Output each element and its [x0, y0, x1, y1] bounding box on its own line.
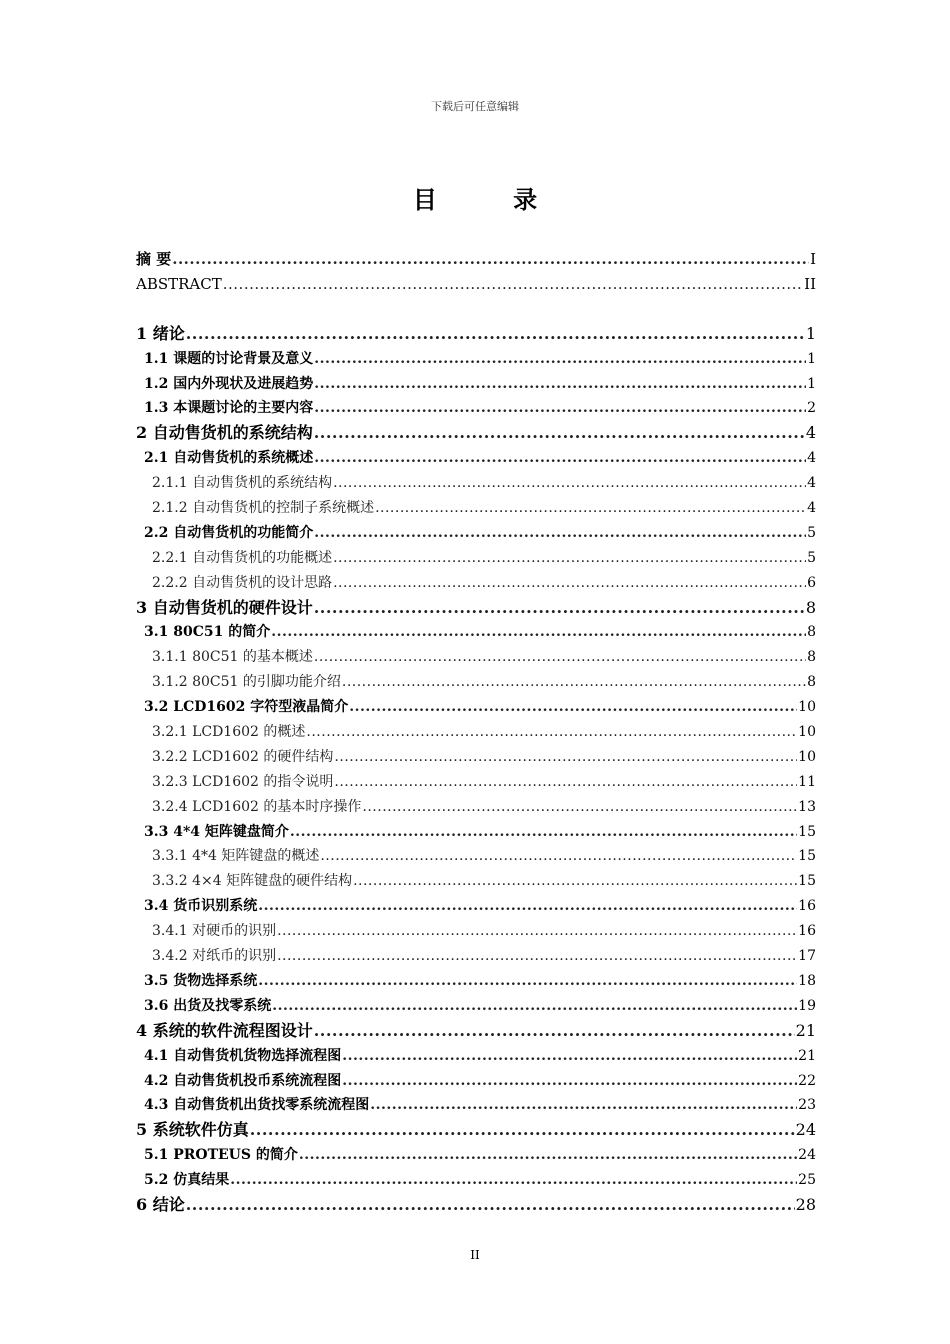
toc-entry-page-number: 21 — [798, 1047, 816, 1064]
toc-dot-leader — [258, 969, 797, 994]
toc-dot-leader — [314, 645, 806, 670]
toc-dot-leader — [230, 1168, 797, 1193]
toc-dot-leader — [375, 496, 806, 521]
toc-entry-page-number: 4 — [807, 500, 816, 517]
toc-entry[interactable] — [136, 844, 816, 869]
toc-dot-leader — [272, 994, 797, 1019]
toc-dot-leader — [299, 1143, 797, 1168]
toc-entry[interactable] — [136, 322, 816, 347]
toc-entry-label: 3.1.2 80C51 的引脚功能介绍 — [152, 674, 341, 691]
toc-entry[interactable] — [136, 894, 816, 919]
toc-entry-label: 2.2.1 自动售货机的功能概述 — [152, 549, 333, 566]
toc-entry-page-number: 10 — [798, 699, 816, 716]
toc-entry-label: 4.3 自动售货机出货找零系统流程图 — [144, 1097, 370, 1114]
toc-entry-page-number: 22 — [798, 1072, 816, 1089]
toc-dot-leader — [349, 695, 797, 720]
toc-entry-label: 4.1 自动售货机货物选择流程图 — [144, 1047, 342, 1064]
toc-entry-page-number: 1 — [805, 323, 816, 343]
toc-entry-page-number: 13 — [798, 798, 816, 815]
toc-entry-label: 3.4.2 对纸币的识别 — [152, 948, 277, 965]
toc-dot-leader — [277, 919, 797, 944]
toc-entry[interactable] — [136, 1168, 816, 1193]
toc-entry-page-number: 4 — [805, 423, 816, 443]
toc-entry-page-number: 24 — [795, 1120, 816, 1140]
toc-entry[interactable] — [136, 820, 816, 845]
toc-entry-label: 3.6 出货及找零系统 — [144, 997, 272, 1014]
toc-dot-leader — [320, 844, 797, 869]
toc-dot-leader — [186, 1193, 795, 1218]
toc-dot-leader — [306, 720, 797, 745]
toc-entry-page-number: 8 — [805, 597, 816, 617]
toc-entry-page-number: 10 — [798, 748, 816, 765]
toc-entry-label: 2.1.2 自动售货机的控制子系统概述 — [152, 500, 375, 517]
toc-entry-label: 5.2 仿真结果 — [144, 1172, 230, 1189]
toc-entry-page-number: 8 — [807, 649, 816, 666]
toc-entry-label: 3.2.1 LCD1602 的概述 — [152, 724, 306, 741]
toc-entry-label: 3.4 货币识别系统 — [144, 898, 258, 915]
table-of-contents — [136, 247, 816, 1218]
toc-dot-leader — [342, 670, 806, 695]
toc-entry-page-number: 6 — [807, 574, 816, 591]
toc-entry-page-number: 23 — [798, 1097, 816, 1114]
toc-dot-leader — [314, 446, 806, 471]
toc-entry-label: 4 系统的软件流程图设计 — [136, 1020, 313, 1040]
toc-entry-label: 4.2 自动售货机投币系统流程图 — [144, 1072, 342, 1089]
toc-dot-leader — [333, 571, 806, 596]
toc-entry-label: 6 结论 — [136, 1194, 185, 1214]
toc-entry-page-number: 25 — [798, 1172, 816, 1189]
toc-entry-page-number: 5 — [807, 524, 816, 541]
toc-entry-page-number: 21 — [795, 1020, 816, 1040]
toc-entry-label: 5.1 PROTEUS 的简介 — [144, 1147, 298, 1164]
toc-entry[interactable] — [136, 969, 816, 994]
toc-entry[interactable] — [136, 1143, 816, 1168]
toc-entry-label: 3.2 LCD1602 字符型液晶简介 — [144, 699, 349, 716]
toc-dot-leader — [333, 471, 806, 496]
toc-entry-page-number: 28 — [795, 1194, 816, 1214]
toc-entry[interactable] — [136, 795, 816, 820]
toc-entry-page-number: 2 — [807, 400, 816, 417]
toc-entry-page-number: 15 — [798, 873, 816, 890]
toc-entry-page-number: 17 — [798, 948, 816, 965]
toc-entry-page-number: II — [804, 274, 816, 293]
toc-entry[interactable] — [136, 496, 816, 521]
toc-entry-page-number: 4 — [807, 450, 816, 467]
toc-entry[interactable] — [136, 396, 816, 421]
toc-entry-page-number: 18 — [798, 972, 816, 989]
toc-entry[interactable] — [136, 446, 816, 471]
toc-entry[interactable] — [136, 720, 816, 745]
toc-dot-leader — [314, 421, 805, 446]
toc-entry-label: 2.1 自动售货机的系统概述 — [144, 450, 314, 467]
toc-entry[interactable] — [136, 372, 816, 397]
toc-entry[interactable] — [136, 546, 816, 571]
toc-spacer — [136, 297, 816, 322]
toc-entry-label: 摘 要 — [136, 250, 172, 268]
toc-dot-leader — [250, 1118, 795, 1143]
toc-dot-leader — [314, 521, 806, 546]
toc-entry[interactable] — [136, 1093, 816, 1118]
page-header-note: 下载后可任意编辑 — [431, 100, 519, 113]
toc-dot-leader — [314, 396, 806, 421]
toc-entry-label: 2 自动售货机的系统结构 — [136, 423, 313, 443]
toc-entry-page-number: 16 — [798, 898, 816, 915]
toc-entry[interactable] — [136, 1118, 816, 1143]
toc-entry-page-number: 15 — [798, 848, 816, 865]
toc-entry[interactable] — [136, 272, 816, 297]
toc-entry-page-number: 1 — [807, 375, 816, 392]
toc-entry[interactable] — [136, 620, 816, 645]
toc-dot-leader — [342, 1069, 797, 1094]
toc-entry-label: 3.3.1 4*4 矩阵键盘的概述 — [152, 848, 320, 865]
page-title: 目 录 — [412, 185, 572, 214]
toc-entry-label: 1 绪论 — [136, 323, 185, 343]
toc-entry-label: 1.2 国内外现状及进展趋势 — [144, 375, 314, 392]
toc-entry-label: 3.4.1 对硬币的识别 — [152, 923, 277, 940]
toc-entry[interactable] — [136, 770, 816, 795]
toc-entry[interactable] — [136, 1193, 816, 1218]
toc-entry-label: 3.5 货物选择系统 — [144, 972, 258, 989]
toc-entry[interactable] — [136, 471, 816, 496]
toc-entry-page-number: 8 — [807, 674, 816, 691]
toc-entry[interactable] — [136, 670, 816, 695]
toc-entry-label: 5 系统软件仿真 — [136, 1120, 249, 1140]
toc-dot-leader — [333, 546, 806, 571]
toc-entry-label: 1.1 课题的讨论背景及意义 — [144, 350, 314, 367]
toc-entry[interactable] — [136, 745, 816, 770]
toc-dot-leader — [223, 272, 803, 297]
toc-entry[interactable] — [136, 994, 816, 1019]
toc-entry[interactable] — [136, 869, 816, 894]
toc-entry[interactable] — [136, 1044, 816, 1069]
toc-entry[interactable] — [136, 596, 816, 621]
toc-entry-page-number: 24 — [798, 1147, 816, 1164]
toc-entry[interactable] — [136, 247, 816, 272]
toc-dot-leader — [314, 596, 805, 621]
toc-entry-page-number: 10 — [798, 724, 816, 741]
toc-entry-page-number: 19 — [798, 997, 816, 1014]
toc-entry[interactable] — [136, 645, 816, 670]
toc-entry-page-number: 4 — [807, 475, 816, 492]
page-number: II — [470, 1248, 480, 1262]
toc-dot-leader — [277, 944, 797, 969]
toc-entry[interactable] — [136, 421, 816, 446]
toc-dot-leader — [271, 620, 806, 645]
toc-entry-label: 2.1.1 自动售货机的系统结构 — [152, 475, 333, 492]
toc-dot-leader — [334, 770, 797, 795]
toc-entry-label: 3.1.1 80C51 的基本概述 — [152, 649, 313, 666]
toc-entry-label: 3.1 80C51 的简介 — [144, 624, 271, 641]
toc-dot-leader — [362, 795, 797, 820]
toc-dot-leader — [353, 869, 797, 894]
toc-dot-leader — [334, 745, 797, 770]
toc-entry-label: 3.2.2 LCD1602 的硬件结构 — [152, 748, 334, 765]
toc-dot-leader — [314, 347, 806, 372]
toc-entry-label: 3.3 4*4 矩阵键盘简介 — [144, 823, 289, 840]
toc-entry-label: 1.3 本课题讨论的主要内容 — [144, 400, 314, 417]
toc-dot-leader — [314, 372, 806, 397]
toc-entry[interactable] — [136, 1019, 816, 1044]
toc-entry-label: 2.2 自动售货机的功能简介 — [144, 524, 314, 541]
toc-entry-label: 3.3.2 4×4 矩阵键盘的硬件结构 — [152, 873, 353, 890]
toc-entry[interactable] — [136, 521, 816, 546]
toc-dot-leader — [370, 1093, 797, 1118]
toc-entry[interactable] — [136, 1069, 816, 1094]
toc-entry-page-number: 5 — [807, 549, 816, 566]
toc-dot-leader — [172, 247, 809, 272]
toc-entry-label: 3.2.3 LCD1602 的指令说明 — [152, 773, 334, 790]
toc-entry-label: 3 自动售货机的硬件设计 — [136, 597, 313, 617]
toc-dot-leader — [314, 1019, 795, 1044]
toc-entry-page-number: 15 — [798, 823, 816, 840]
toc-entry[interactable] — [136, 944, 816, 969]
toc-entry[interactable] — [136, 571, 816, 596]
toc-entry[interactable] — [136, 347, 816, 372]
toc-entry-label: 3.2.4 LCD1602 的基本时序操作 — [152, 798, 362, 815]
toc-entry[interactable] — [136, 695, 816, 720]
toc-entry-page-number: 16 — [798, 923, 816, 940]
toc-entry-label: ABSTRACT — [136, 274, 222, 293]
toc-entry-page-number: 11 — [798, 773, 816, 790]
toc-entry[interactable] — [136, 919, 816, 944]
toc-entry-label: 2.2.2 自动售货机的设计思路 — [152, 574, 333, 591]
toc-entry-page-number: 1 — [807, 350, 816, 367]
toc-dot-leader — [186, 322, 805, 347]
toc-dot-leader — [342, 1044, 797, 1069]
toc-dot-leader — [258, 894, 797, 919]
toc-dot-leader — [290, 820, 797, 845]
toc-entry-page-number: 8 — [807, 624, 816, 641]
toc-entry-page-number: I — [810, 250, 816, 268]
